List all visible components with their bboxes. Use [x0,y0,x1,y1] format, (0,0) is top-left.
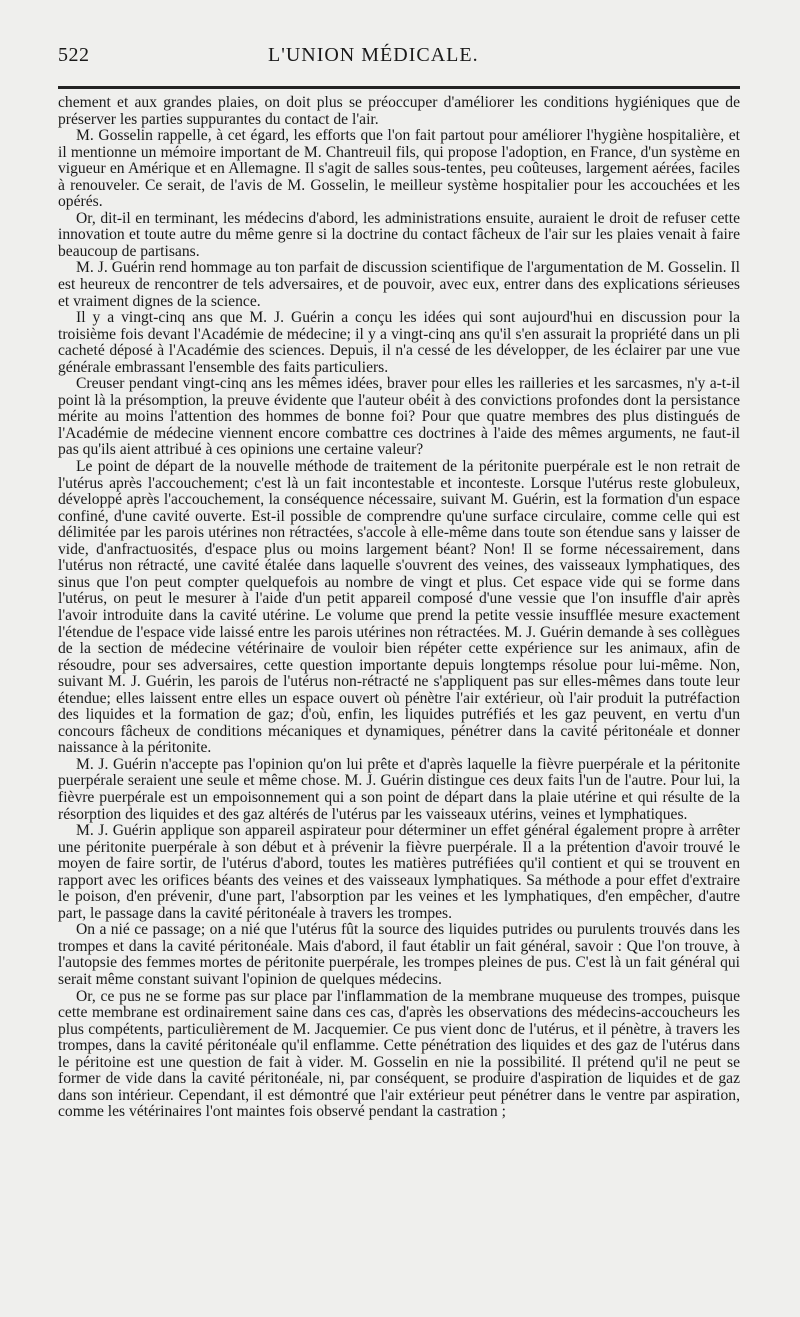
page-number: 522 [58,44,90,66]
paragraph: Or, ce pus ne se forme pas sur place par l'inflammation de la membrane muqueuse des trompes, puisque cette membrane est ordinairement saine dans ces cas, d'après les observations des médecins-accoucheurs les plus compétents, particulièrement de M. Jacquemier. Ce pus vient donc de l'utérus, et il pénètre, à travers les trompes, dans la cavité péritonéale qu'il enflamme. Cette pénétration des liquides et des gaz de l'utérus dans le péritoine est une question de fait à vider. M. Gosselin en nie la possibilité. Il prétend qu'il ne peut se former de vide dans la cavité péritonéale, ni, par conséquent, se produire d'aspiration de liquides et de gaz dans son intérieur. Cependant, il est démontré que l'air extérieur peut pénétrer dans le ventre par aspiration, comme les vétérinaires l'ont maintes fois observé pendant la castration ; [58,987,740,1121]
running-header [58,44,740,74]
running-title: L'UNION MÉDICALE. [268,44,479,66]
paragraph: Or, dit-il en terminant, les médecins d'abord, les administrations ensuite, auraient le droit de refuser cette innovation et toute autre du même genre si la doctrine du contact fâcheux de l'air sur les plaies venait à faire beaucoup de partisans. [58,209,740,260]
paragraph: chement et aux grandes plaies, on doit plus se préoccuper d'améliorer les conditions hygiéniques que de préserver les parties suppurantes du contact de l'air. [58,94,740,128]
paragraph: Il y a vingt-cinq ans que M. J. Guérin a conçu les idées qui sont aujourd'hui en discussion pour la troisième fois devant l'Académie de médecine; il y a vingt-cinq ans qu'il s'en assurait la propriété dans un pli cacheté déposé à l'Académie des sciences. Depuis, il n'a cessé de les développer, de les éclairer par une vue générale embrassant l'ensemble des faits particuliers. [58,309,740,376]
paragraph: M. J. Guérin rend hommage au ton parfait de discussion scientifique de l'argumentation de M. Gosselin. Il est heureux de rencontrer de tels adversaires, et de pouvoir, avec eux, entrer dans des explications sérieuses et vraiment dignes de la science. [58,259,740,310]
paragraph: M. Gosselin rappelle, à cet égard, les efforts que l'on fait partout pour améliorer l'hygiène hospitalière, et il mentionne un mémoire important de M. Chantreuil fils, qui propose l'adoption, en France, d'un système en vigueur en Amérique et en Allemagne. Il s'agit de salles sous-tentes, peu coûteuses, largement aérées, faciles à renouveler. Ce serait, de l'avis de M. Gosselin, le meilleur système hospitalier pour les accouchées et les opérés. [58,127,740,211]
header-rule [58,86,740,89]
paragraph: M. J. Guérin applique son appareil aspirateur pour déterminer un effet général également propre à arrêter une péritonite puerpérale à son début et à prévenir la fièvre puerpérale. Il a la prétention d'avoir trouvé le moyen de faire sortir, de l'utérus d'abord, toutes les matières putréfiées qu'il contient et qui se trouvent en rapport avec les orifices béants des veines et des vaisseaux lymphatiques. Sa méthode a pour effet d'extraire le poison, d'en prévenir, d'une part, l'absorption par les veines et les lymphatiques, d'en empêcher, d'autre part, le passage dans la cavité péritonéale à travers les trompes. [58,822,740,922]
paragraph: Creuser pendant vingt-cinq ans les mêmes idées, braver pour elles les railleries et les sarcasmes, n'y a-t-il point là la présomption, la preuve évidente que l'auteur obéit à des convictions profondes dont la persistance mérite au moins l'attention des hommes de bonne foi? Pour que quatre membres des plus distingués de l'Académie de médecine viennent encore combattre ces doctrines à l'aide des mêmes arguments, ne faut-il pas qu'ils aient attribué à ces opinions une certaine valeur? [58,375,740,459]
paragraph: M. J. Guérin n'accepte pas l'opinion qu'on lui prête et d'après laquelle la fièvre puerpérale et la péritonite puerpérale seraient une seule et même chose. M. J. Guérin distingue ces deux faits l'un de l'autre. Pour lui, la fièvre puerpérale est un empoisonnement qui a son point de départ dans la plaie utérine et qui résulte de la résorption des liquides et des gaz altérés de l'utérus par les vaisseaux utérins, veines et lymphatiques. [58,755,740,823]
paragraph: On a nié ce passage; on a nié que l'utérus fût la source des liquides putrides ou purulents trouvés dans les trompes et dans la cavité péritonéale. Mais d'abord, il faut établir un fait général, savoir : Que l'on trouve, à l'autopsie des femmes mortes de péritonite puerpérale, les trompes pleines de pus. C'est là un fait général qui serait même constant suivant l'opinion de quelques médecins. [58,921,740,988]
paragraph: Le point de départ de la nouvelle méthode de traitement de la péritonite puerpérale est le non retrait de l'utérus après l'accouchement; c'est là un fait incontestable et inconteste. Lorsque l'utérus reste globuleux, développé après l'accouchement, la conséquence nécessaire, suivant M. Guérin, est la formation d'un espace confiné, d'une cavité ouverte. Est-il possible de comprendre qu'une surface circulaire, comme celle qui est délimitée par les parois utérines non rétractées, s'accole à elle-même dans toute son étendue sans y laisser de vide, d'anfractuosités, d'espace plus ou moins largement béant? Non! Il se forme nécessairement, dans l'utérus non rétracté, une cavité étalée dans laquelle s'ouvrent des veines, des vaisseaux lymphatiques, des sinus que l'on peut compter quelquefois au nombre de vingt et plus. Cet espace vide qui se forme dans l'utérus, on peut le mesurer à l'aide d'un petit appareil composé d'une vessie que l'on insuffle d'air après l'avoir introduite dans la cavité utérine. Le volume que prend la petite vessie insufflée mesure exactement l'étendue de l'espace vide laissé entre les parois utérines non rétractées. M. J. Guérin demande à ses collègues de la section de médecine vétérinaire de vouloir bien répéter cette expérience sur les animaux, afin de résoudre, pour ses adversaires, cette question importante depuis longtemps résolue pour lui-même. Non, suivant M. J. Guérin, les parois de l'utérus non-rétracté ne s'appliquent pas sur elles-mêmes dans toute leur étendue; elles laissent entre elles un espace ouvert où pénètre l'air extérieur, où l'air produit la putréfaction des liquides et la formation de gaz; d'où, enfin, les liquides putréfiés et les gaz peuvent, en vertu d'un concours fâcheux de conditions mécaniques et dynamiques, pénétrer dans la cavité péritonéale et donner naissance à la péritonite. [58,458,740,757]
article-body [58,95,740,1121]
